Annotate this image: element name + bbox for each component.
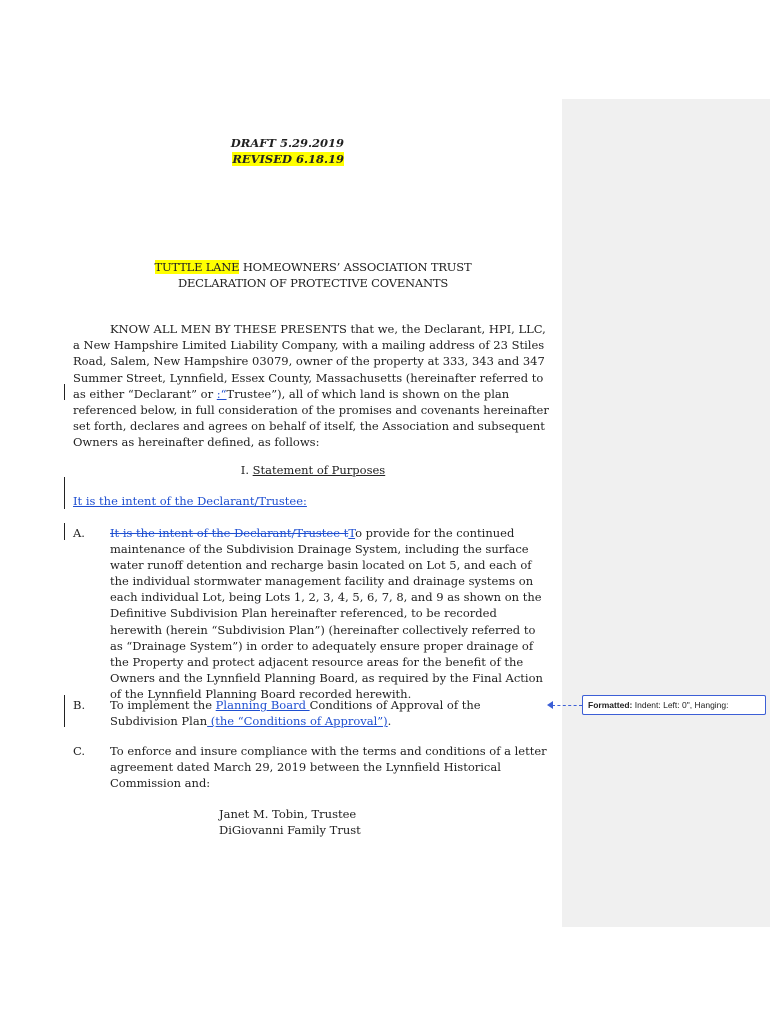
item-a-label: A.: [73, 526, 85, 540]
change-bar: [64, 523, 65, 540]
signer-trust: DiGiovanni Family Trust: [219, 823, 361, 838]
comment-text: Indent: Left: 0", Hanging:: [632, 700, 729, 710]
draft-header: [231, 135, 344, 167]
section-title: Statement of Purposes: [252, 463, 386, 477]
signer-name: Janet M. Tobin, Trustee: [219, 807, 357, 821]
item-a-text: [110, 525, 550, 702]
title-line2: DECLARATION OF PROTECTIVE COVENANTS: [177, 276, 449, 290]
section-number: I.: [240, 463, 249, 477]
title-highlight: TUTTLE LANE: [154, 260, 240, 274]
preamble-tracked-mark: :“: [216, 386, 227, 401]
comment-label: Formatted:: [588, 700, 633, 710]
item-b-part3: .: [387, 714, 392, 729]
preamble-part2: Trustee”), all of which land is shown on the plan referenced below, in full consideration of the promises and covenants hereinafter set forth, declares and agrees on behalf of itself, the Association and subsequent Owners as hereinafter defined, as follows:: [73, 386, 549, 450]
document-title: [73, 259, 553, 291]
change-bar: [64, 477, 65, 509]
item-b-inserted2: (the “Conditions of Approval”): [207, 714, 388, 729]
change-bar: [64, 695, 65, 727]
item-b-part1: To implement the: [110, 698, 216, 712]
item-c-label: C.: [73, 744, 86, 758]
markup-margin-pane: [562, 99, 770, 927]
item-a-deleted: It is the intent of the Declarant/Trustee t: [110, 526, 349, 540]
preamble-paragraph: [73, 321, 553, 451]
item-b-part2: Conditions of Approval of the Subdivision Plan: [110, 698, 481, 729]
section-heading: [73, 462, 553, 478]
item-b-label: B.: [73, 698, 86, 712]
preamble-part1: KNOW ALL MEN BY THESE PRESENTS that we, the Declarant, HPI, LLC, a New Hampshire Limited Liability Company, with a mailing address of 23 Stiles Road, Salem, New Hampshire 03079, owner of the property at 333, 343 and 347 Summer Street, Lynnfield, Essex County, Massachusetts (hereinafter referred to as either “Declarant” or: [73, 322, 546, 401]
revised-date: REVISED 6.18.19: [232, 152, 344, 166]
comment-connector-line: [552, 705, 582, 706]
draft-date: DRAFT 5.29.2019: [230, 136, 344, 150]
item-a-inserted: T: [348, 526, 356, 540]
item-c-text: To enforce and insure compliance with the terms and conditions of a letter agreement dated March 29, 2019 between the Lynnfield Historical Commission and:: [110, 744, 547, 791]
item-b-text: [110, 697, 550, 729]
change-bar: [64, 384, 65, 400]
item-a-body: o provide for the continued maintenance of the Subdivision Drainage System, including the surface water runoff detention and recharge basin located on Lot 5, and each of the individual stormwater management facility and drainage systems on each individual Lot, being Lots 1, 2, 3, 4, 5, 6, 7, 8, and 9 as shown on the Definitive Subdivision Plan hereinafter referenced, to be recorded herewith (herein “Subdivision Plan”) (hereinafter collectively referred to as “Drainage System”) in order to adequately ensure proper drainage of the Property and protect adjacent resource areas for the benefit of the Owners and the Lynnfield Planning Board, as required by the Final Action of the Lynnfield Planning Board recorded herewith.: [110, 526, 543, 701]
item-b-inserted1: Planning Board: [215, 698, 310, 712]
formatting-comment-balloon[interactable]: [582, 695, 766, 715]
title-line1: HOMEOWNERS’ ASSOCIATION TRUST: [239, 260, 472, 274]
signer-block: [219, 806, 361, 838]
intent-inserted-text: It is the intent of the Declarant/Trustee:: [73, 494, 307, 508]
